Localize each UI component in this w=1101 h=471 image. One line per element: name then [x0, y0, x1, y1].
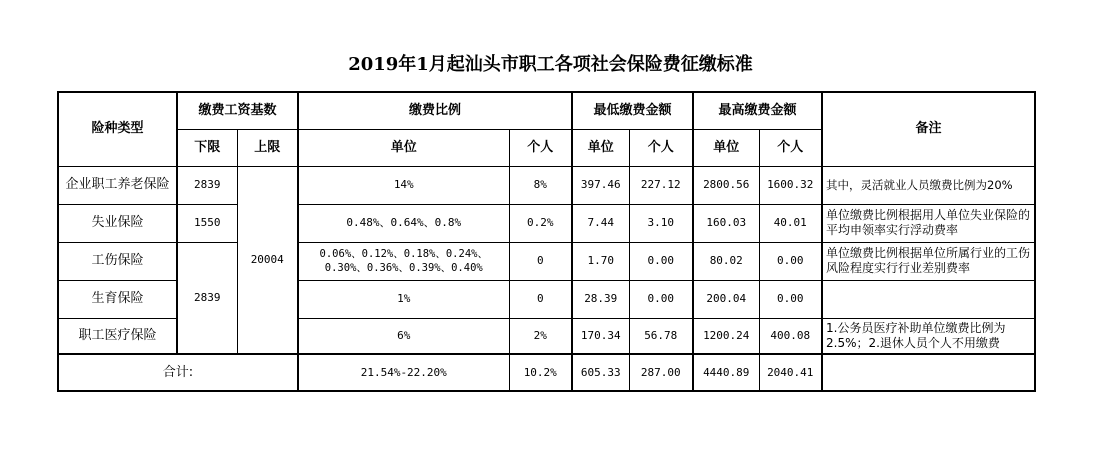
- insurance-type-cell: 失业保险: [58, 204, 177, 242]
- total-label: 合计:: [58, 354, 298, 391]
- min-personal-cell: 0.00: [629, 242, 693, 280]
- header-max-unit: 单位: [693, 129, 759, 166]
- table-row: [58, 204, 1035, 242]
- total-max-unit: 4440.89: [693, 354, 759, 391]
- min-unit-cell: 7.44: [572, 204, 629, 242]
- personal-ratio-cell: 0: [509, 242, 572, 280]
- min-unit-cell: 170.34: [572, 318, 629, 354]
- header-min-personal: 个人: [629, 129, 693, 166]
- max-personal-cell: 0.00: [759, 280, 822, 318]
- header-ratio: 缴费比例: [298, 92, 572, 129]
- min-personal-cell: 227.12: [629, 166, 693, 204]
- header-base: 缴费工资基数: [177, 92, 298, 129]
- header-lower: 下限: [177, 129, 237, 166]
- table-row: [58, 166, 1035, 204]
- header-max-personal: 个人: [759, 129, 822, 166]
- remark-cell: [822, 280, 1035, 318]
- min-unit-cell: 1.70: [572, 242, 629, 280]
- total-row: [58, 354, 1035, 391]
- max-personal-cell: 400.08: [759, 318, 822, 354]
- unit-ratio-cell: 0.06%、0.12%、0.18%、0.24%、0.30%、0.36%、0.39%、0.40%: [298, 242, 509, 280]
- insurance-type-cell: 生育保险: [58, 280, 177, 318]
- total-personal-ratio: 10.2%: [509, 354, 572, 391]
- header-insurance-type: 险种类型: [58, 92, 177, 166]
- total-remark: [822, 354, 1035, 391]
- insurance-type-cell: 企业职工养老保险: [58, 166, 177, 204]
- max-unit-cell: 80.02: [693, 242, 759, 280]
- unit-ratio-cell: 0.48%、0.64%、0.8%: [298, 204, 509, 242]
- max-unit-cell: 200.04: [693, 280, 759, 318]
- unit-ratio-cell: 1%: [298, 280, 509, 318]
- lower-limit-cell: 2839: [177, 242, 237, 354]
- max-personal-cell: 40.01: [759, 204, 822, 242]
- upper-limit-cell: 20004: [237, 166, 298, 354]
- header-min-unit: 单位: [572, 129, 629, 166]
- page-title: 2019年1月起汕头市职工各项社会保险费征缴标准: [348, 54, 753, 75]
- header-max-amount: 最高缴费金额: [693, 92, 822, 129]
- max-unit-cell: 1200.24: [693, 318, 759, 354]
- min-unit-cell: 397.46: [572, 166, 629, 204]
- min-personal-cell: 0.00: [629, 280, 693, 318]
- remark-cell: 单位缴费比例根据用人单位失业保险的平均申领率实行浮动费率: [822, 204, 1035, 242]
- min-personal-cell: 56.78: [629, 318, 693, 354]
- remark-cell: 其中，灵活就业人员缴费比例为20%: [822, 166, 1035, 204]
- lower-limit-cell: 2839: [177, 166, 237, 204]
- remark-cell: 单位缴费比例根据单位所属行业的工伤风险程度实行行业差别费率: [822, 242, 1035, 280]
- insurance-type-cell: 工伤保险: [58, 242, 177, 280]
- max-unit-cell: 2800.56: [693, 166, 759, 204]
- max-personal-cell: 0.00: [759, 242, 822, 280]
- header-min-amount: 最低缴费金额: [572, 92, 693, 129]
- max-personal-cell: 1600.32: [759, 166, 822, 204]
- personal-ratio-cell: 8%: [509, 166, 572, 204]
- header-upper: 上限: [237, 129, 298, 166]
- personal-ratio-cell: 2%: [509, 318, 572, 354]
- min-personal-cell: 3.10: [629, 204, 693, 242]
- insurance-standards-table: [57, 91, 1036, 392]
- total-min-unit: 605.33: [572, 354, 629, 391]
- unit-ratio-cell: 6%: [298, 318, 509, 354]
- insurance-type-cell: 职工医疗保险: [58, 318, 177, 354]
- table-row: [58, 242, 1035, 280]
- lower-limit-cell: 1550: [177, 204, 237, 242]
- header-unit-ratio: 单位: [298, 129, 509, 166]
- remark-cell: 1.公务员医疗补助单位缴费比例为2.5%；2.退休人员个人不用缴费: [822, 318, 1035, 354]
- personal-ratio-cell: 0: [509, 280, 572, 318]
- max-unit-cell: 160.03: [693, 204, 759, 242]
- header-remark: 备注: [822, 92, 1035, 166]
- personal-ratio-cell: 0.2%: [509, 204, 572, 242]
- total-unit-ratio: 21.54%-22.20%: [298, 354, 509, 391]
- header-personal-ratio: 个人: [509, 129, 572, 166]
- unit-ratio-cell: 14%: [298, 166, 509, 204]
- min-unit-cell: 28.39: [572, 280, 629, 318]
- total-max-personal: 2040.41: [759, 354, 822, 391]
- total-min-personal: 287.00: [629, 354, 693, 391]
